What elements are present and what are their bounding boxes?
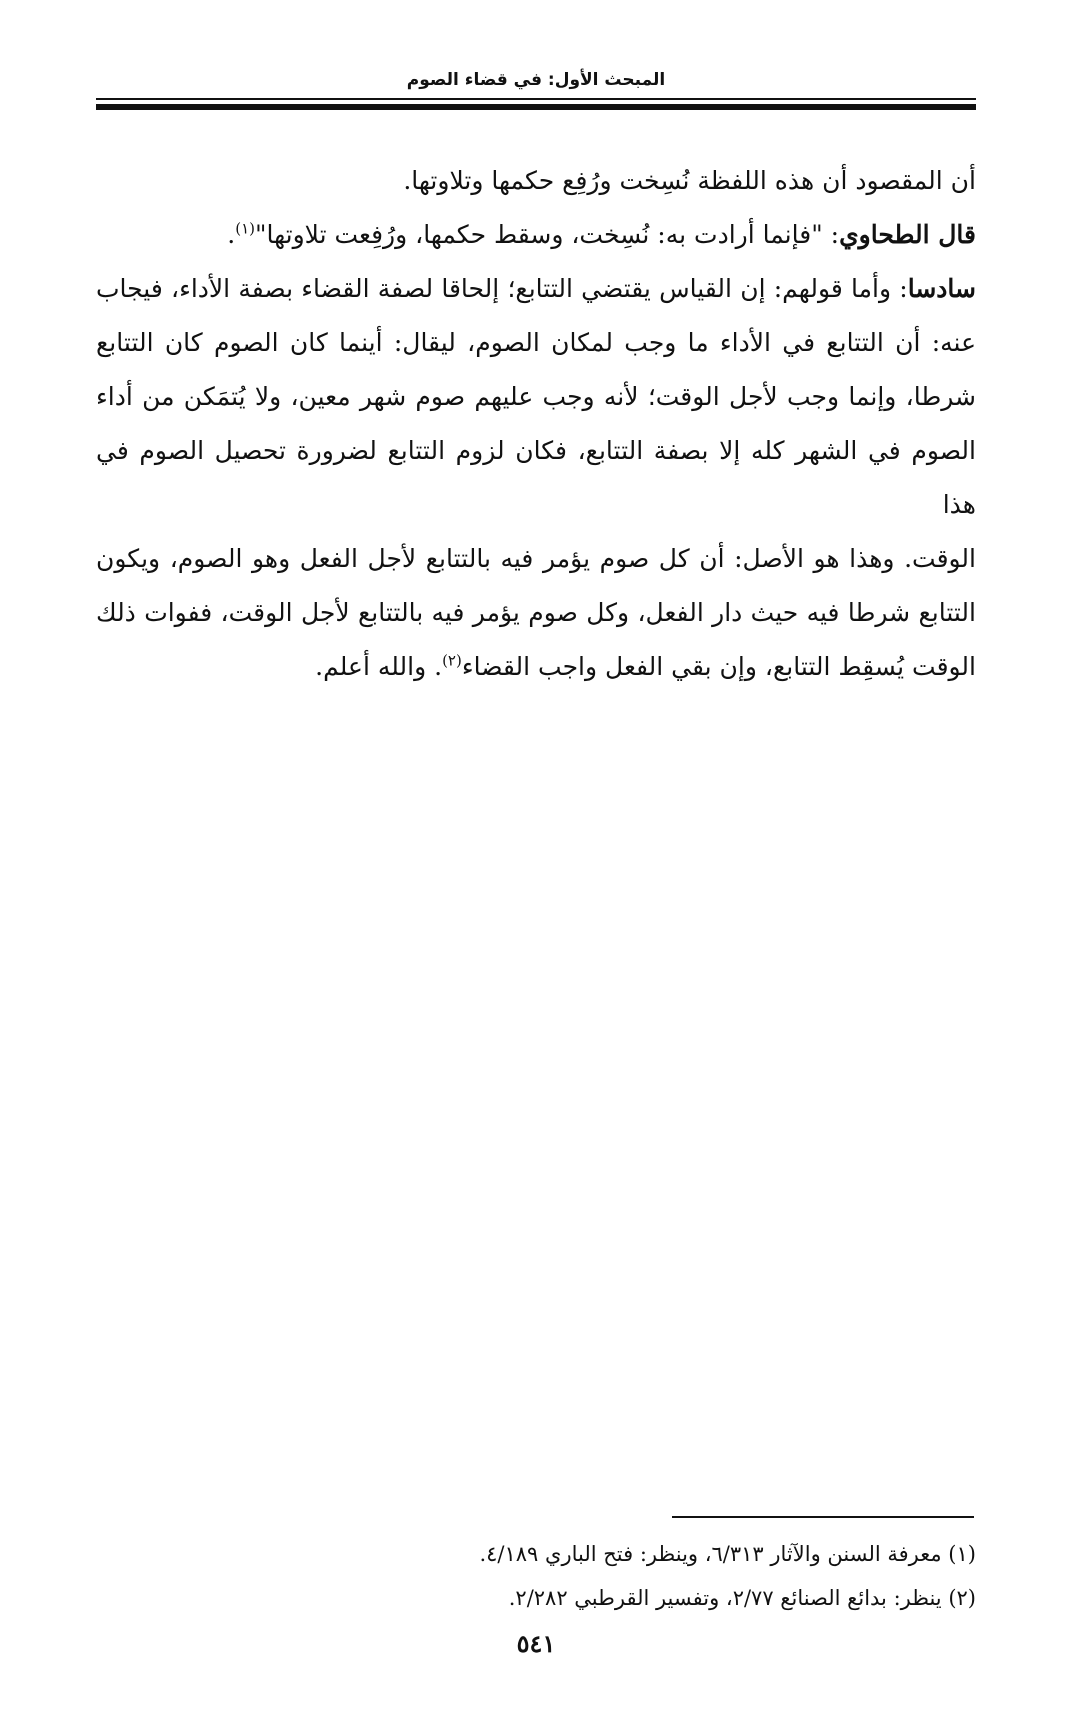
paragraph-2-end: . <box>227 220 236 249</box>
footnote-1: (١) معرفة السنن والآثار ٦/٣١٣، وينظر: فتح الباري ٤/١٨٩. <box>479 1542 976 1566</box>
paragraph-3-line-5: الوقت. وهذا هو الأصل: أن كل صوم يؤمر فيه بالتتابع لأجل الفعل وهو الصوم، ويكون <box>96 544 976 573</box>
running-header: المبحث الأول: في قضاء الصوم <box>406 70 666 90</box>
paragraph-2 <box>96 208 976 262</box>
paragraph-3-last-start: الوقت يُسقِط التتابع، وإن بقي الفعل واجب القضاء <box>461 652 976 681</box>
paragraph-3-last-end: . والله أعلم. <box>315 652 443 681</box>
tahawi-label: قال الطحاوي <box>839 220 976 249</box>
body-text <box>96 154 976 694</box>
paragraph-1: أن المقصود أن هذه اللفظة نُسِخت ورُفِع حكمها وتلاوتها. <box>403 166 976 195</box>
footnote-separator <box>672 1516 974 1518</box>
footnotes <box>96 1532 976 1620</box>
paragraph-3-line-4: الصوم في الشهر كله إلا بصفة التتابع، فكان لزوم التتابع لضرورة تحصيل الصوم في هذا <box>96 436 976 519</box>
page-number: ٥٤١ <box>516 1629 556 1658</box>
footnote-2: (٢) ينظر: بدائع الصنائع ٢/٧٧، وتفسير القرطبي ٢/٢٨٢. <box>508 1586 976 1610</box>
sixth-label: سادسا <box>907 274 976 303</box>
paragraph-3-line-6: التتابع شرطا فيه حيث دار الفعل، وكل صوم يؤمر فيه بالتتابع لأجل الوقت، ففوات ذلك <box>96 598 976 627</box>
paragraph-3-text: : وأما قولهم: إن القياس يقتضي التتابع؛ إلحاقا لصفة القضاء بصفة الأداء، فيجاب <box>96 274 908 303</box>
paragraph-3-line-7 <box>96 640 976 694</box>
header-rule-thin <box>96 98 976 100</box>
footnote-ref-2: (٢) <box>442 651 462 670</box>
tahawi-quote: : "فإنما أرادت به: نُسِخت، وسقط حكمها، ورُفِعت تلاوتها" <box>254 220 840 249</box>
paragraph-3-line-2: عنه: أن التتابع في الأداء ما وجب لمكان الصوم، ليقال: أينما كان الصوم كان التتابع <box>96 328 976 357</box>
paragraph-3-line-1 <box>96 262 976 316</box>
footnote-ref-1: (١) <box>235 219 255 238</box>
paragraph-3-line-3: شرطا، وإنما وجب لأجل الوقت؛ لأنه وجب عليهم صوم شهر معين، ولا يُتمَكن من أداء <box>96 382 976 411</box>
header-rule-thick <box>96 104 976 110</box>
